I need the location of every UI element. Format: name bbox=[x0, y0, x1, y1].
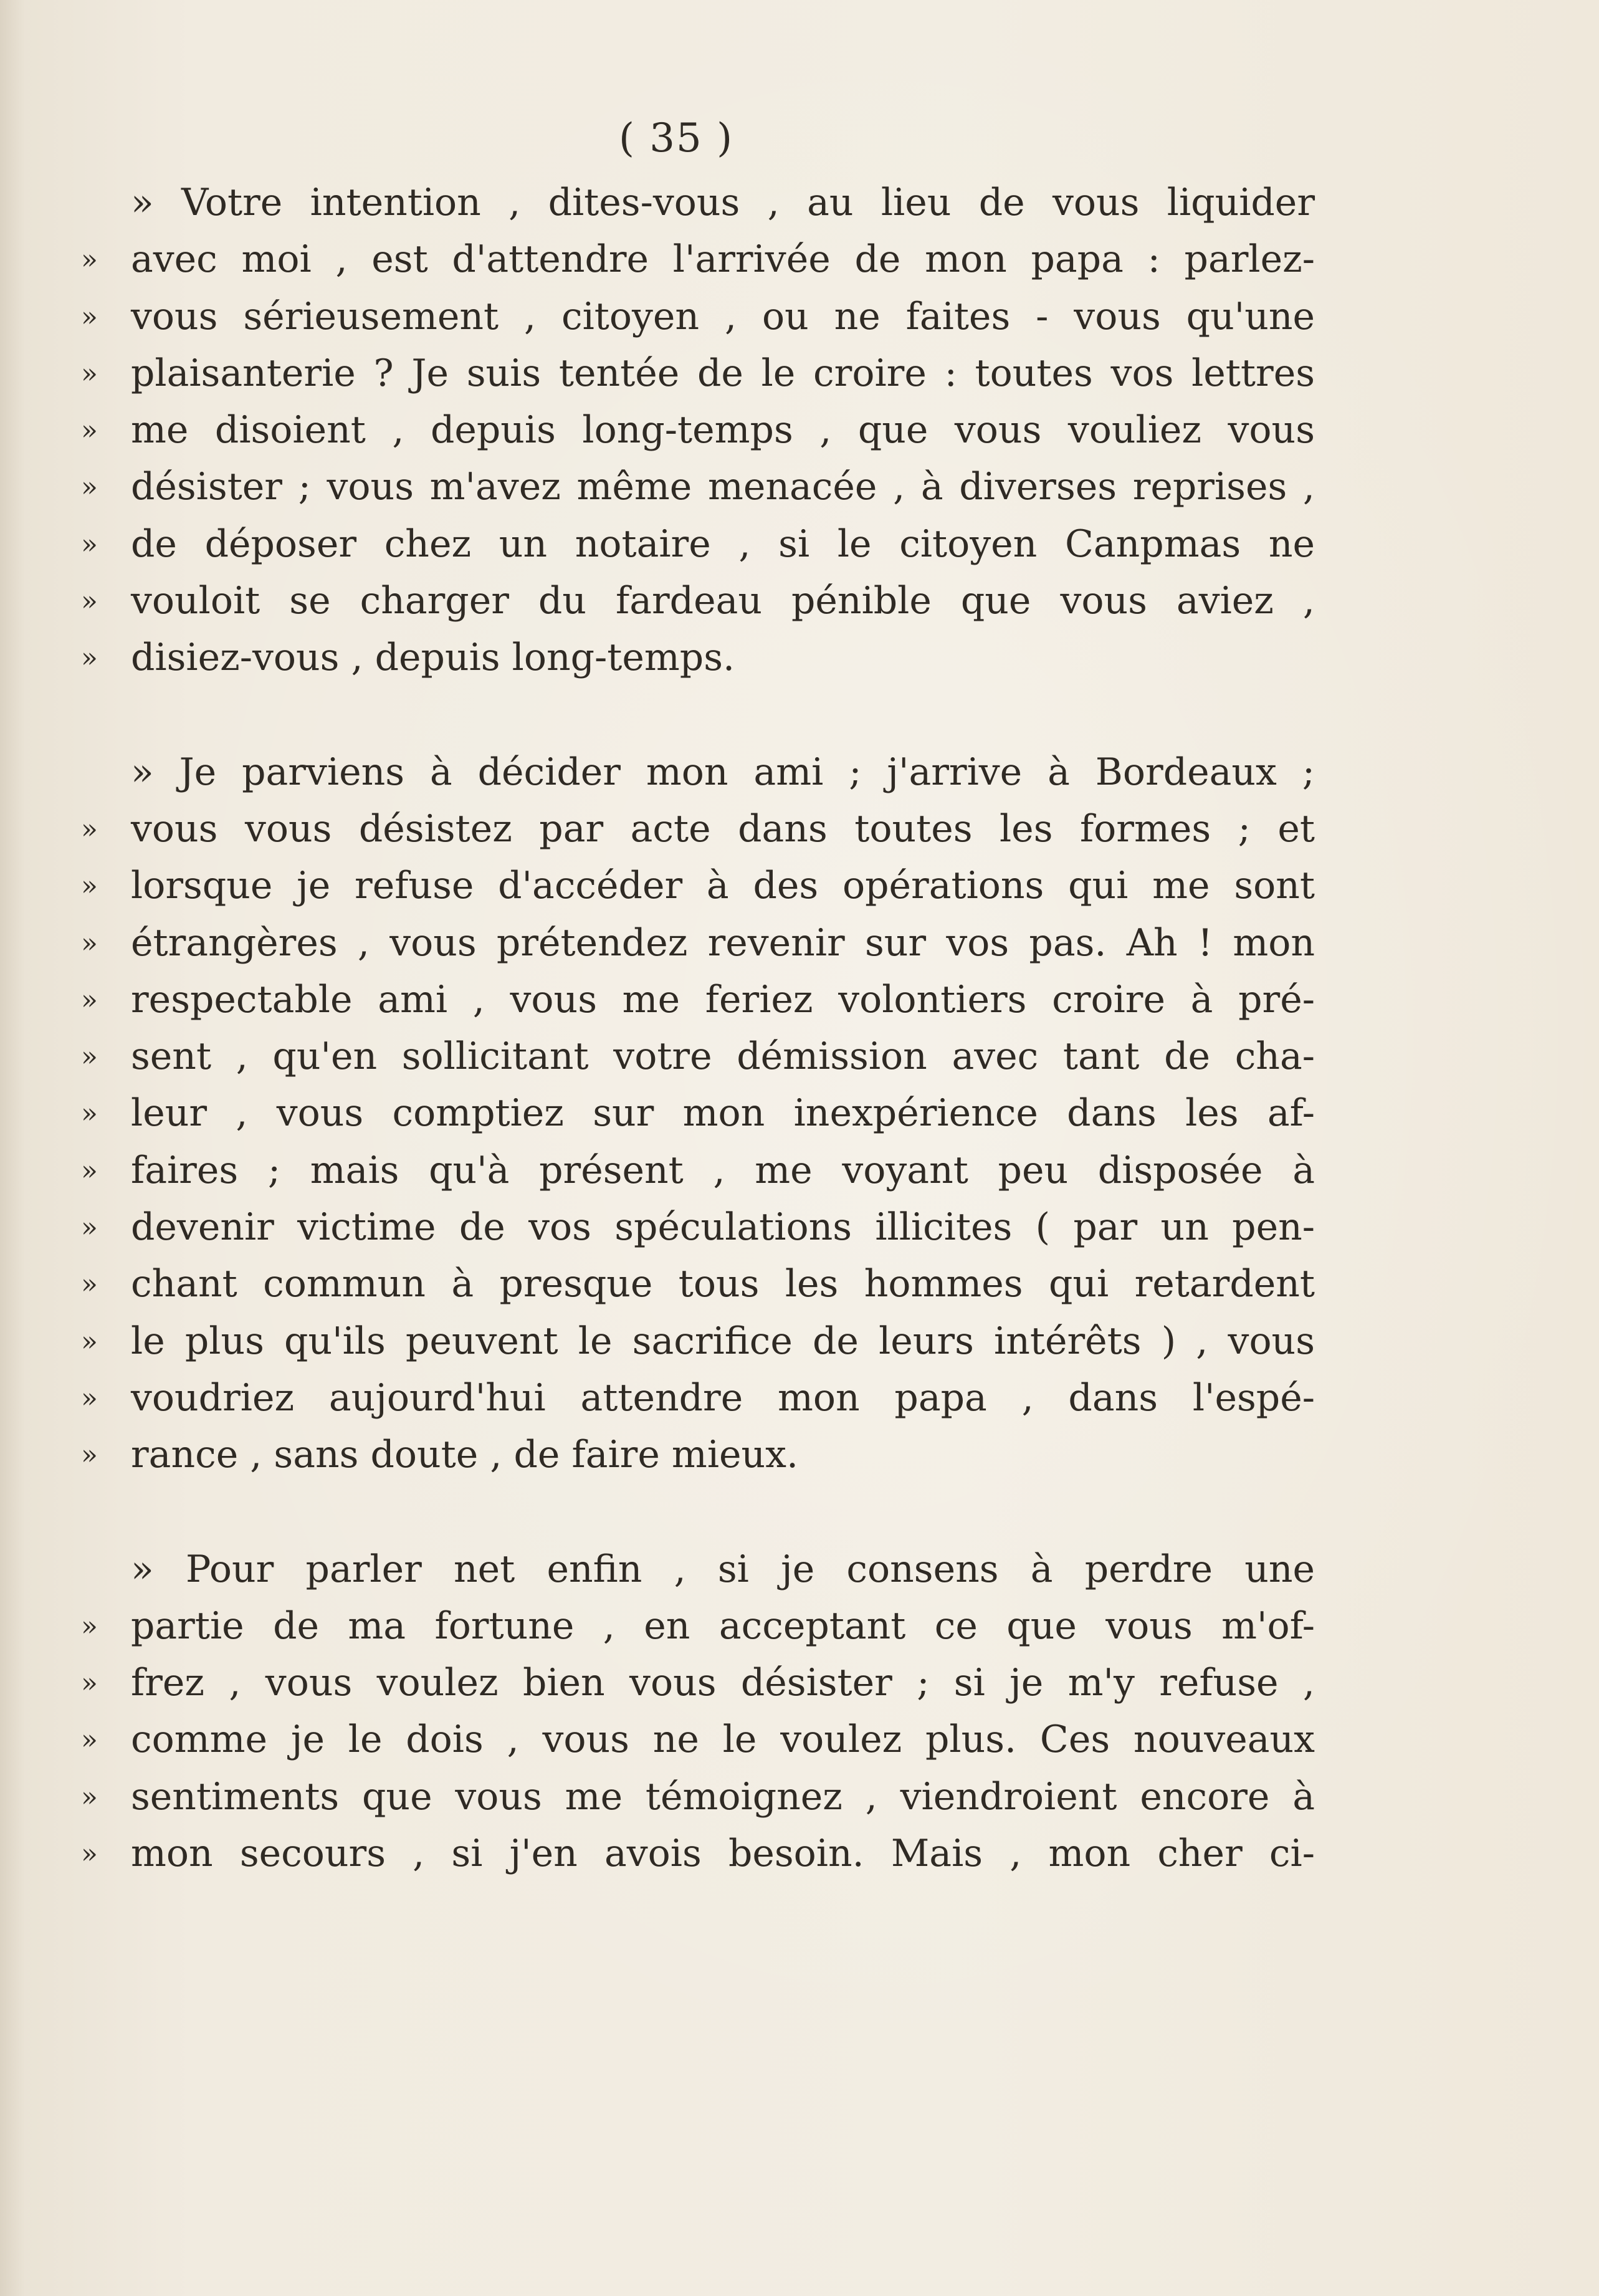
text-line bbox=[81, 1199, 1315, 1256]
line-text: devenir victime de vos spéculations illicites ( par un pen- bbox=[131, 1205, 1315, 1250]
quote-marker: » bbox=[81, 585, 98, 618]
line-text: de déposer chez un notaire , si le citoyen Canpmas ne bbox=[131, 522, 1315, 566]
paragraph-2 bbox=[81, 744, 1315, 1484]
line-text: étrangères , vous prétendez revenir sur vos pas. Ah ! mon bbox=[131, 921, 1315, 965]
text-line bbox=[81, 972, 1315, 1028]
line-text: le plus qu'ils peuvent le sacrifice de leurs intérêts ) , vous bbox=[131, 1319, 1315, 1363]
line-text: vous vous désistez par acte dans toutes les formes ; et bbox=[131, 806, 1315, 851]
line-text: lorsque je refuse d'accéder à des opérations qui me sont bbox=[131, 864, 1315, 908]
text-line bbox=[81, 1256, 1315, 1313]
line-text: » Je parviens à décider mon ami ; j'arrive à Bordeaux ; bbox=[131, 750, 1315, 794]
quote-marker: » bbox=[81, 1838, 98, 1870]
paper-edge-shadow bbox=[0, 0, 25, 2296]
text-line bbox=[81, 231, 1315, 288]
page-number: ( 35 ) bbox=[618, 115, 734, 161]
quote-marker: » bbox=[81, 244, 98, 276]
quote-marker: » bbox=[81, 1439, 98, 1471]
text-line bbox=[81, 1142, 1315, 1199]
quote-marker: » bbox=[81, 1325, 98, 1357]
paragraph-gap bbox=[81, 687, 1253, 744]
quote-marker: » bbox=[81, 528, 98, 560]
line-text: » Pour parler net enfin , si je consens à perdre une bbox=[131, 1547, 1315, 1591]
line-text: partie de ma fortune , en acceptant ce que vous m'of- bbox=[131, 1604, 1315, 1648]
quote-marker: » bbox=[81, 983, 98, 1016]
line-text: frez , vous voulez bien vous désister ; si je m'y refuse , bbox=[131, 1661, 1315, 1705]
quote-marker: » bbox=[81, 1041, 98, 1073]
text-line bbox=[81, 1028, 1315, 1085]
line-text: comme je le dois , vous ne le voulez plus. Ces nouveaux bbox=[131, 1718, 1315, 1762]
text-line bbox=[81, 1085, 1315, 1142]
text-line bbox=[81, 1541, 1315, 1598]
text-line bbox=[81, 345, 1315, 402]
text-line bbox=[81, 1427, 1253, 1483]
line-text: chant commun à presque tous les hommes qui retardent bbox=[131, 1262, 1315, 1306]
line-text: sentiments que vous me témoignez , viendroient encore à bbox=[131, 1774, 1315, 1819]
line-text: me disoient , depuis long-temps , que vous vouliez vous bbox=[131, 408, 1315, 452]
paragraph-gap bbox=[81, 1484, 1253, 1541]
text-line bbox=[81, 573, 1315, 629]
text-line bbox=[81, 175, 1315, 231]
line-text: disiez-vous , depuis long-temps. bbox=[131, 636, 735, 680]
line-text: avec moi , est d'attendre l'arrivée de mon papa : parlez- bbox=[131, 237, 1315, 282]
line-text: sent , qu'en sollicitant votre démission avec tant de cha- bbox=[131, 1035, 1315, 1079]
text-line bbox=[81, 289, 1315, 345]
quote-marker: » bbox=[81, 357, 98, 390]
line-text: faires ; mais qu'à présent , me voyant peu disposée à bbox=[131, 1148, 1315, 1192]
quote-marker: » bbox=[81, 1781, 98, 1813]
quote-marker: » bbox=[81, 414, 98, 447]
text-line bbox=[81, 1313, 1315, 1370]
quote-marker: » bbox=[81, 300, 98, 333]
quote-marker: » bbox=[81, 1667, 98, 1700]
text-line bbox=[81, 1711, 1315, 1768]
body-text bbox=[81, 175, 1315, 1882]
line-text: rance , sans doute , de faire mieux. bbox=[131, 1433, 799, 1477]
quote-marker: » bbox=[81, 870, 98, 902]
line-text: leur , vous comptiez sur mon inexpérience dans les af- bbox=[131, 1091, 1315, 1136]
line-text: désister ; vous m'avez même menacée , à diverses reprises , bbox=[131, 465, 1315, 509]
quote-marker: » bbox=[81, 1382, 98, 1414]
quote-marker: » bbox=[81, 927, 98, 959]
line-text: » Votre intention , dites-vous , au lieu de vous liquider bbox=[131, 181, 1315, 224]
text-line bbox=[81, 459, 1315, 515]
line-text: mon secours , si j'en avois besoin. Mais , mon cher ci- bbox=[131, 1832, 1315, 1876]
text-line bbox=[81, 744, 1315, 801]
quote-marker: » bbox=[81, 1724, 98, 1756]
text-line bbox=[81, 1598, 1315, 1655]
quote-marker: » bbox=[81, 1610, 98, 1642]
text-line bbox=[81, 1769, 1315, 1825]
quote-marker: » bbox=[81, 1154, 98, 1187]
quote-marker: » bbox=[81, 471, 98, 504]
line-text: respectable ami , vous me feriez volontiers croire à pré- bbox=[131, 977, 1315, 1021]
paragraph-1 bbox=[81, 175, 1315, 687]
line-text: vous sérieusement , citoyen , ou ne faites - vous qu'une bbox=[131, 294, 1315, 338]
text-line bbox=[81, 801, 1315, 858]
text-line bbox=[81, 915, 1315, 972]
line-text: voudriez aujourd'hui attendre mon papa , dans l'espé- bbox=[131, 1375, 1315, 1420]
text-line bbox=[81, 1370, 1315, 1427]
text-line bbox=[81, 858, 1315, 914]
quote-marker: » bbox=[81, 1268, 98, 1301]
text-line bbox=[81, 629, 1253, 686]
quote-marker: » bbox=[81, 1098, 98, 1130]
text-line bbox=[81, 1655, 1315, 1711]
text-line bbox=[81, 1825, 1315, 1882]
text-line bbox=[81, 516, 1315, 573]
line-text: vouloit se charger du fardeau pénible que vous aviez , bbox=[131, 579, 1315, 623]
text-line bbox=[81, 402, 1315, 459]
line-text: plaisanterie ? Je suis tentée de le croire : toutes vos lettres bbox=[131, 351, 1315, 395]
paragraph-3 bbox=[81, 1541, 1315, 1883]
quote-marker: » bbox=[81, 1212, 98, 1244]
quote-marker: » bbox=[81, 813, 98, 845]
quote-marker: » bbox=[81, 642, 98, 674]
